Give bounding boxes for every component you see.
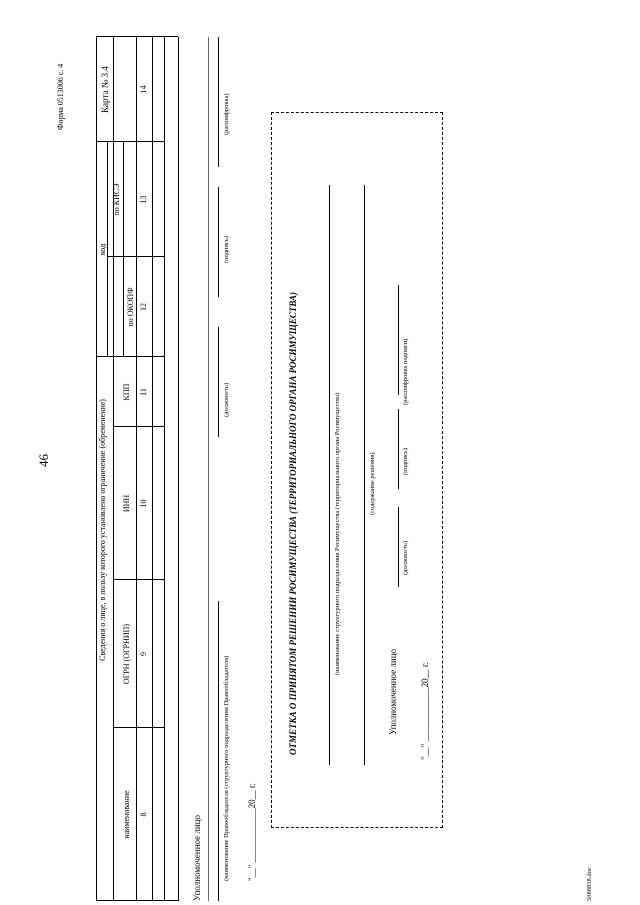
signature-date: "__" ____________20__ г. (247, 783, 257, 881)
caption-decision: (содержание решения) (369, 452, 376, 515)
col-inn-header: ИНН (122, 494, 131, 513)
caption-decoding: (расшифровка) (223, 93, 230, 135)
col-name-header: наименование (122, 790, 131, 839)
table-main-header: Сведения о лице, в пользу которого установлено ограничение (обременение) (98, 399, 107, 661)
col-num-11: 11 (139, 388, 148, 396)
col-num-14: 14 (139, 85, 148, 94)
col-num-9: 9 (139, 652, 148, 656)
caption-subdivision: (наименование структурного подразделения Росимущества (территориального органа Росимущества) (334, 392, 341, 675)
card-number: Карта № 3.4 (100, 66, 110, 113)
col-num-12: 12 (139, 303, 148, 311)
decision-caption-position: (должность) (402, 540, 409, 575)
form-code: Форма 0513006 с. 4 (56, 63, 65, 130)
decision-title: ОТМЕТКА О ПРИНЯТОМ РЕШЕНИИ РОСИМУЩЕСТВА (ТЕРРИТОРИАЛЬНОГО ОРГАНА РОСИМУЩЕСТВА) (288, 291, 298, 755)
caption-position: (должность) (223, 382, 230, 417)
col-kise-header: по КИСЭ (112, 183, 121, 216)
page-number: 46 (36, 454, 51, 467)
col-num-10: 10 (139, 499, 148, 508)
decision-caption-signature: (подпись) (402, 448, 409, 475)
decision-caption-decoding: (расшифровка подписи) (402, 338, 409, 405)
footer-file-name: 5088838.doc (586, 867, 593, 901)
authorized-person-label: Уполномоченное лицо (192, 814, 202, 901)
col-num-13: 13 (139, 195, 148, 204)
col-num-8: 8 (139, 812, 148, 817)
caption-signature: (подпись) (223, 236, 230, 263)
col-okopf-header: по ОКОПФ (126, 287, 135, 327)
table-code-header: код (98, 243, 107, 256)
decision-date: "__" ____________20__ г. (420, 662, 430, 760)
col-kpp-header: КПП (122, 383, 131, 401)
col-ogrn-header: ОГРН (ОГРНИП) (122, 623, 131, 685)
caption-org: (наименование Правообладателя (структурного подразделения Правообладателя) (223, 655, 230, 881)
decision-authorized-person: Уполномоченное лицо (388, 648, 398, 735)
